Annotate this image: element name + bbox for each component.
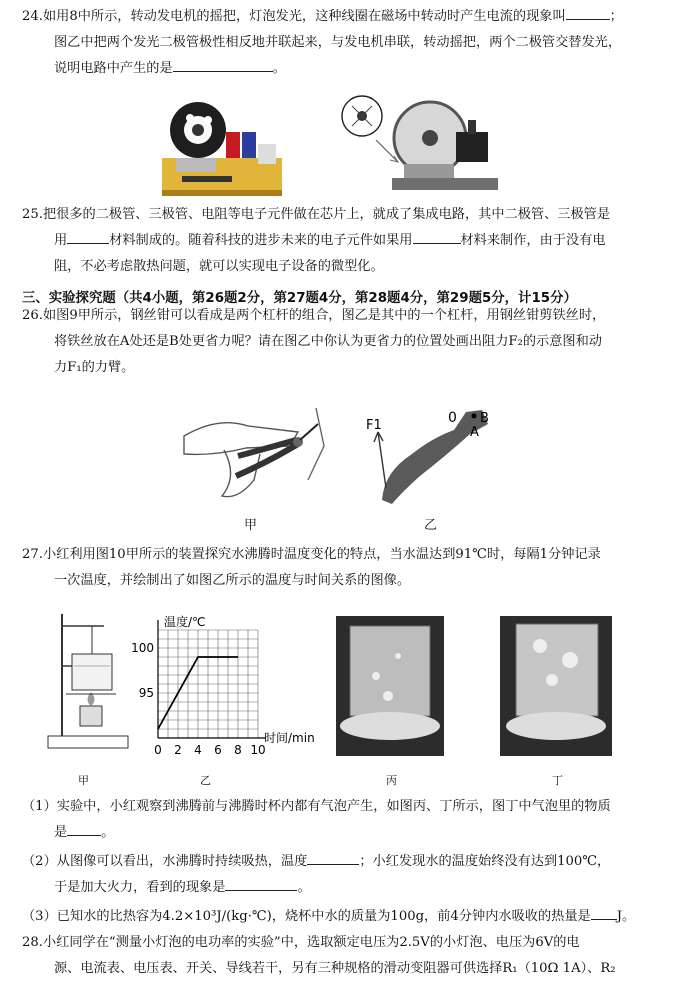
answer-blank[interactable] [173,57,273,72]
question-27 [22,542,668,594]
answer-blank[interactable] [591,905,617,920]
heating-apparatus-figure [44,608,132,750]
q27-line2: 一次温度，并绘制出了如图乙所示的温度与时间关系的图像。 [54,573,411,588]
q27-line1: 27.小红利用图10甲所示的装置探究水沸腾时温度变化的特点，当水温达到91℃时，每隔1分钟记录 [22,547,601,562]
question-27-parts [22,794,668,930]
answer-blank[interactable] [67,821,101,836]
answer-blank[interactable] [225,876,297,891]
x-tick-label: 4 [194,743,202,757]
caption-yi: 乙 [424,518,438,533]
label-O: 0 [448,410,457,426]
question-25 [22,202,668,280]
q27-sub1b-tail: 。 [101,825,115,840]
x-tick-label: 2 [174,743,182,757]
question-24 [22,4,668,82]
q25-line2b: 材料制成的。随着科技的进步未来的电子元件如果用 [109,233,413,248]
boiling-photo-bing [336,616,444,756]
q26-line3: 力F₁的力臂。 [54,360,135,375]
q27-sub2b-tail: 。 [297,880,311,895]
boiling-photo-ding [500,616,612,756]
answer-blank[interactable] [307,850,359,865]
answer-blank[interactable] [413,229,461,244]
q27-sub1a: （1）实验中，小红观察到沸腾前与沸腾时杯内都有气泡产生，如图丙、丁所示，图丁中气泡里的物质 [22,799,611,814]
label-B: B [480,411,489,426]
label-A: A [470,425,479,440]
q25-line3: 阻，不必考虑散热问题，就可以实现电子设备的微型化。 [54,259,384,274]
y-tick-label: 100 [131,641,154,655]
question-28 [22,930,668,982]
x-axis-label: 时间/min [264,731,315,745]
q26-line1: 26.如图9甲所示，钢丝钳可以看成是两个杠杆的组合，图乙是其中的一个杠杆，用钢丝钳剪铁丝时， [22,308,606,323]
q25-line1: 25.把很多的二极管、三极管、电阻等电子元件做在芯片上，就成了集成电路，其中二极管、三极管是 [22,207,611,222]
pliers-hand-figure [178,396,330,506]
y-tick-label: 95 [138,686,154,700]
caption-jia: 甲 [78,774,89,787]
caption-ding: 丁 [552,774,563,787]
q27-sub1b: 是 [54,825,68,840]
lever-figure [362,392,502,504]
q24-line2: 图乙中把两个发光二极管极性相反地并联起来，与发电机串联，转动摇把，两个二极管交替发光， [54,35,622,50]
y-axis-label: 温度/℃ [164,615,206,629]
q24-line1-tail: ； [609,9,623,24]
q25-line2c: 材料来制作，由于没有电 [460,233,606,248]
section-heading: 三、实验探究题（共4小题，第26题2分，第27题4分，第28题4分，第29题5分，计15分） [22,291,577,306]
chart-grid [158,630,258,738]
q26-line2: 将铁丝放在A处还是B处更省力呢？请在图乙中你认为更省力的位置处画出阻力F₂的示意图和动 [54,334,602,349]
x-tick-label: 0 [154,743,162,757]
answer-blank[interactable] [566,5,610,20]
q28-line1: 28.小红同学在“测量小灯泡的电功率的实验”中，选取额定电压为2.5V的小灯泡、电压为6V的电 [22,935,580,950]
caption-jia: 甲 [244,518,258,533]
q25-line2a: 用 [54,233,68,248]
q27-sub2a: （2）从图像可以看出，水沸腾时持续吸热，温度 [22,854,308,869]
q24-line3: 说明电路中产生的是 [54,61,173,76]
x-tick-label: 6 [214,743,222,757]
x-tick-label: 8 [234,743,242,757]
q27-sub2a-mid: ；小红发现水的温度始终没有达到100℃， [359,854,611,869]
q28-line2: 源、电流表、电压表、开关、导线若干，另有三种规格的滑动变阻器可供选择R₁（10Ω 1A）、R₂ [54,961,616,976]
answer-blank[interactable] [67,229,109,244]
label-F1: F1 [366,418,382,433]
generator-photo-1 [162,98,282,198]
question-26 [22,303,668,381]
caption-yi: 乙 [200,774,211,787]
temperature-time-chart [131,608,334,760]
q24-line1: 24.如用8中所示，转动发电机的摇把，灯泡发光，这种线圈在磁场中转动时产生电流的现象叫 [22,9,566,24]
generator-photo-2 [338,92,500,194]
q27-sub3: （3）已知水的比热容为4.2×10³J/(kg·℃)，烧杯中水的质量为100g，前4分钟内水吸收的热量是 [22,909,591,924]
q27-sub2b: 于是加大火力，看到的现象是 [54,880,226,895]
caption-bing: 丙 [386,774,397,787]
q24-line3-tail: 。 [272,61,286,76]
q27-sub3-tail: J。 [616,909,636,924]
x-tick-label: 10 [250,743,266,757]
